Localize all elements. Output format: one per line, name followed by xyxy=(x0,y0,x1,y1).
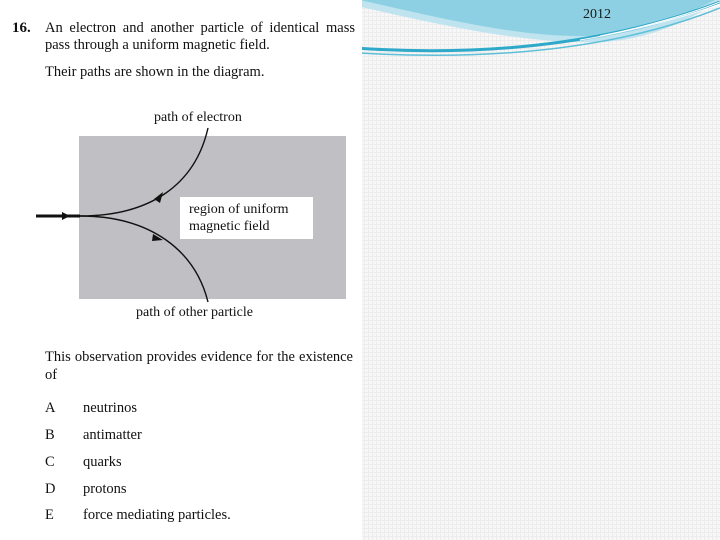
question-stem: This observation provides evidence for the existence of xyxy=(45,349,353,383)
incoming-arrowhead xyxy=(62,212,70,220)
path-of-other-particle-label: path of other particle xyxy=(136,305,254,320)
path-of-electron-label: path of electron xyxy=(154,110,242,125)
option-text: force mediating particles. xyxy=(83,507,231,523)
option-letter: A xyxy=(45,400,56,416)
option-text: antimatter xyxy=(83,427,142,443)
option-text: neutrinos xyxy=(83,400,137,416)
question-text: An electron and another particle of identical mass pass through a uniform magnetic field. xyxy=(45,20,355,53)
option-letter: C xyxy=(45,454,55,470)
option-text: quarks xyxy=(83,454,122,470)
option-letter: E xyxy=(45,507,54,523)
question-text-diagram-note: Their paths are shown in the diagram. xyxy=(45,64,265,80)
option-text: protons xyxy=(83,481,127,497)
question-number: 16. xyxy=(12,20,31,36)
year-label: 2012 xyxy=(583,7,611,22)
option-letter: B xyxy=(45,427,55,443)
field-region-label: region of uniform magnetic field xyxy=(180,197,313,239)
option-letter: D xyxy=(45,481,56,497)
